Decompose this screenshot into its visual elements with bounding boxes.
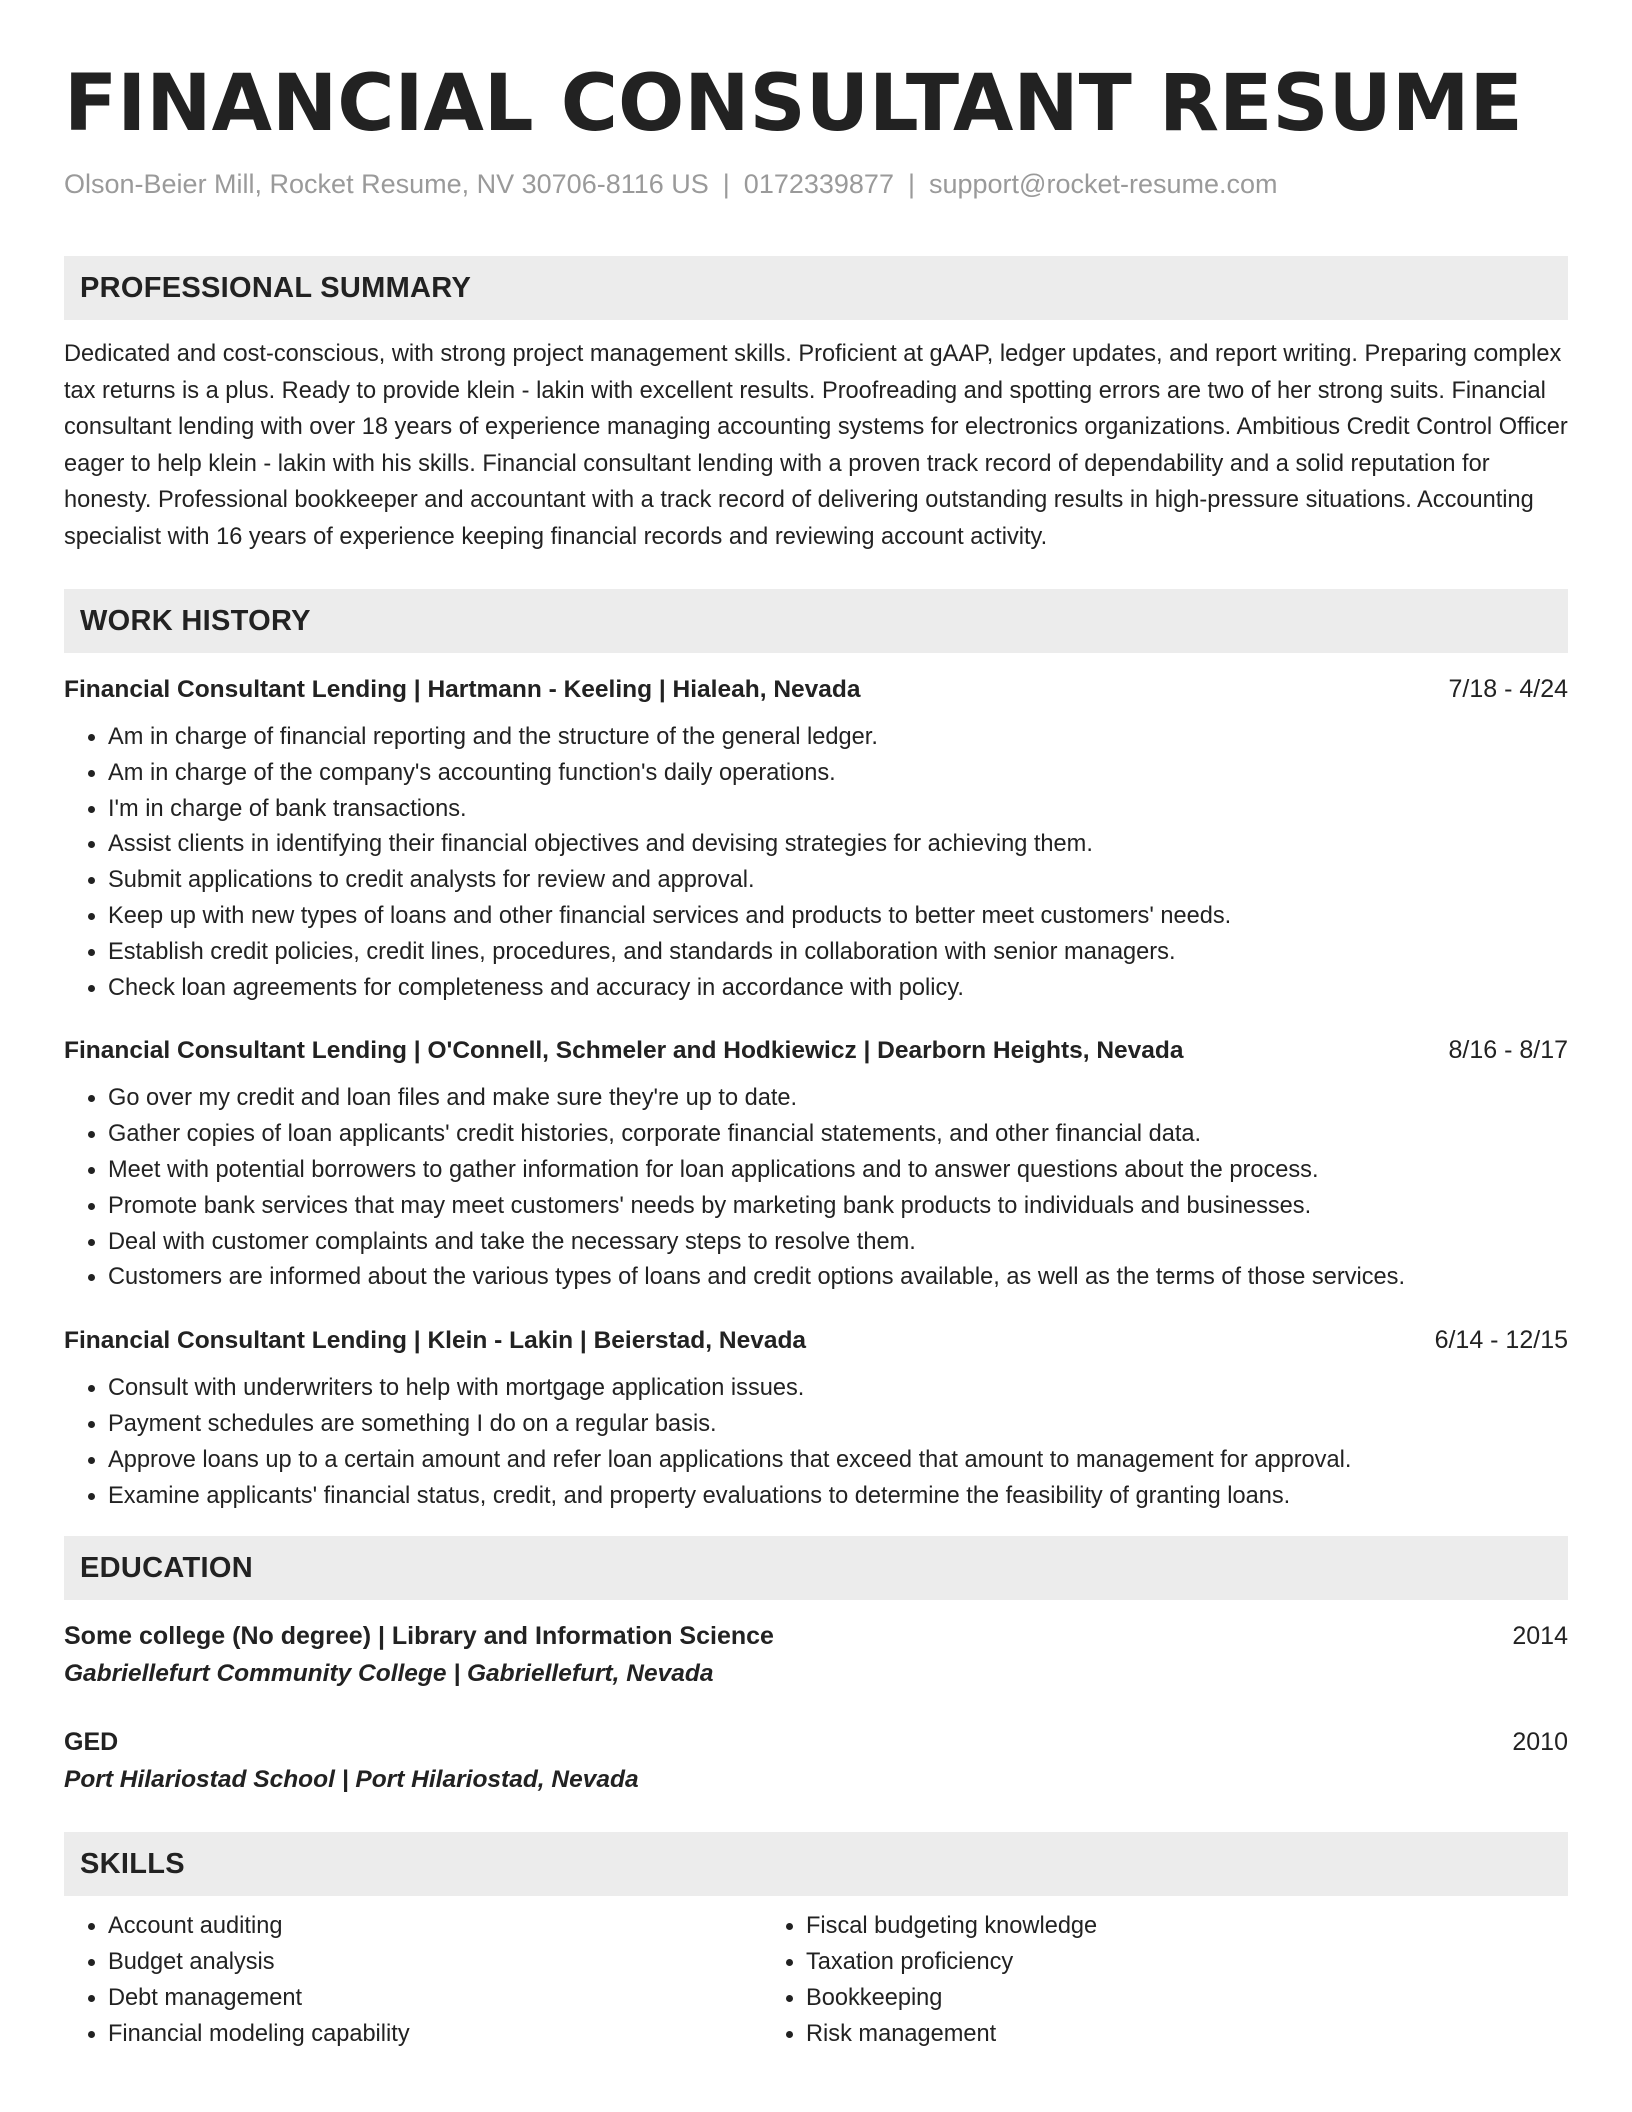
section-header-summary: PROFESSIONAL SUMMARY [64, 256, 1568, 320]
job-bullet: • Approve loans up to a certain amount and refer loan applications that exceed that amount to management for approval. [108, 1443, 1568, 1479]
job-bullet: • Payment schedules are something I do on a regular basis. [108, 1407, 1568, 1443]
education-degree: Some college (No degree) | Library and Information Science [64, 1622, 774, 1651]
job-bullet: • Establish credit policies, credit lines, procedures, and standards in collaboration with senior managers. [108, 935, 1568, 971]
skill-item: • Bookkeeping [806, 1980, 1460, 2016]
job-bullet: • Meet with potential borrowers to gather information for loan applications and to answer questions about the process. [108, 1153, 1568, 1189]
job-bullet: • Go over my credit and loan files and make sure they're up to date. [108, 1081, 1568, 1117]
job-bullet: • Deal with customer complaints and take the necessary steps to resolve them. [108, 1225, 1568, 1261]
job-bullet-list [64, 1081, 1568, 1296]
job-dates: 8/16 - 8/17 [1448, 1036, 1568, 1065]
job-title: Financial Consultant Lending | O'Connell, Schmeler and Hodkiewicz | Dearborn Heights, Nevada [64, 1037, 1184, 1065]
contact-separator: | [907, 169, 915, 199]
skill-item: • Fiscal budgeting knowledge [806, 1908, 1460, 1944]
skills-list-left [64, 1908, 762, 2052]
job-bullet: • Am in charge of financial reporting and the structure of the general ledger. [108, 720, 1568, 756]
job-entry [64, 1322, 1568, 1514]
summary-text: Dedicated and cost-conscious, with strong project management skills. Proficient at gAAP, ledger updates, and report writing. Preparing complex tax returns is a plus. Ready to provide klein - lakin with excellent results. Proofreading and spotting errors are two of her strong suits. Financial consultant lending with over 18 years of experience managing accounting systems for electronics organizations. Ambitious Credit Control Officer eager to help klein - lakin with his skills. Financial consultant lending with a proven track record of dependability and a solid reputation for honesty. Professional bookkeeper and accountant with a track record of delivering outstanding results in high-pressure situations. Accounting specialist with 16 years of experience keeping financial records and reviewing account activity. [64, 341, 1568, 550]
skills-columns [64, 1908, 1568, 2052]
job-bullet: • Assist clients in identifying their financial objectives and devising strategies for achieving them. [108, 827, 1568, 863]
job-dates: 6/14 - 12/15 [1434, 1326, 1568, 1355]
skill-item: • Taxation proficiency [806, 1944, 1460, 1980]
job-bullet: • Keep up with new types of loans and other financial services and products to better meet customers' needs. [108, 899, 1568, 935]
education-year: 2014 [1512, 1622, 1568, 1651]
job-bullet: • Am in charge of the company's accounting function's daily operations. [108, 756, 1568, 792]
section-header-work-history: WORK HISTORY [64, 589, 1568, 653]
skill-item: • Account auditing [108, 1908, 762, 1944]
contact-address: Olson-Beier Mill, Rocket Resume, NV 30706-8116 US [64, 169, 709, 199]
section-header-education: EDUCATION [64, 1536, 1568, 1600]
job-title: Financial Consultant Lending | Hartmann - Keeling | Hialeah, Nevada [64, 676, 861, 703]
job-bullet: • I'm in charge of bank transactions. [108, 792, 1568, 828]
job-dates: 7/18 - 4/24 [1448, 675, 1568, 703]
skill-item: • Budget analysis [108, 1944, 762, 1980]
contact-line [64, 166, 1568, 202]
contact-phone: 0172339877 [743, 169, 894, 199]
job-bullet-list [64, 1371, 1568, 1514]
section-header-skills: SKILLS [64, 1832, 1568, 1896]
job-bullet-list [64, 720, 1568, 1006]
skill-item: • Debt management [108, 1980, 762, 2016]
education-school: Gabriellefurt Community College | Gabriellefurt, Nevada [64, 1660, 714, 1688]
job-bullet: • Promote bank services that may meet customers' needs by marketing bank products to individuals and businesses. [108, 1189, 1568, 1225]
job-entry [64, 671, 1568, 1006]
education-degree: GED [64, 1728, 119, 1757]
education-year: 2010 [1512, 1728, 1568, 1757]
job-title: Financial Consultant Lending | Klein - Lakin | Beierstad, Nevada [64, 1327, 807, 1355]
job-bullet: • Submit applications to credit analysts for review and approval. [108, 863, 1568, 899]
contact-email[interactable]: support@rocket-resume.com [928, 169, 1278, 199]
job-bullet: • Consult with underwriters to help with mortgage application issues. [108, 1371, 1568, 1407]
skill-item: • Risk management [806, 2016, 1460, 2052]
job-bullet: • Examine applicants' financial status, credit, and property evaluations to determine the feasibility of granting loans. [108, 1479, 1568, 1515]
job-bullet: • Customers are informed about the various types of loans and credit options available, as well as the terms of those services. [108, 1260, 1568, 1296]
education-entry [64, 1618, 1568, 1694]
job-entry [64, 1032, 1568, 1296]
contact-separator: | [722, 169, 730, 199]
resume-title: FINANCIAL CONSULTANT RESUME [64, 59, 1523, 149]
education-entry [64, 1724, 1568, 1800]
skill-item: • Financial modeling capability [108, 2016, 762, 2052]
education-school: Port Hilariostad School | Port Hilariostad, Nevada [64, 1766, 639, 1794]
job-bullet: • Check loan agreements for completeness and accuracy in accordance with policy. [108, 971, 1568, 1007]
job-bullet: • Gather copies of loan applicants' credit histories, corporate financial statements, and other financial data. [108, 1117, 1568, 1153]
skills-list-right [762, 1908, 1460, 2052]
